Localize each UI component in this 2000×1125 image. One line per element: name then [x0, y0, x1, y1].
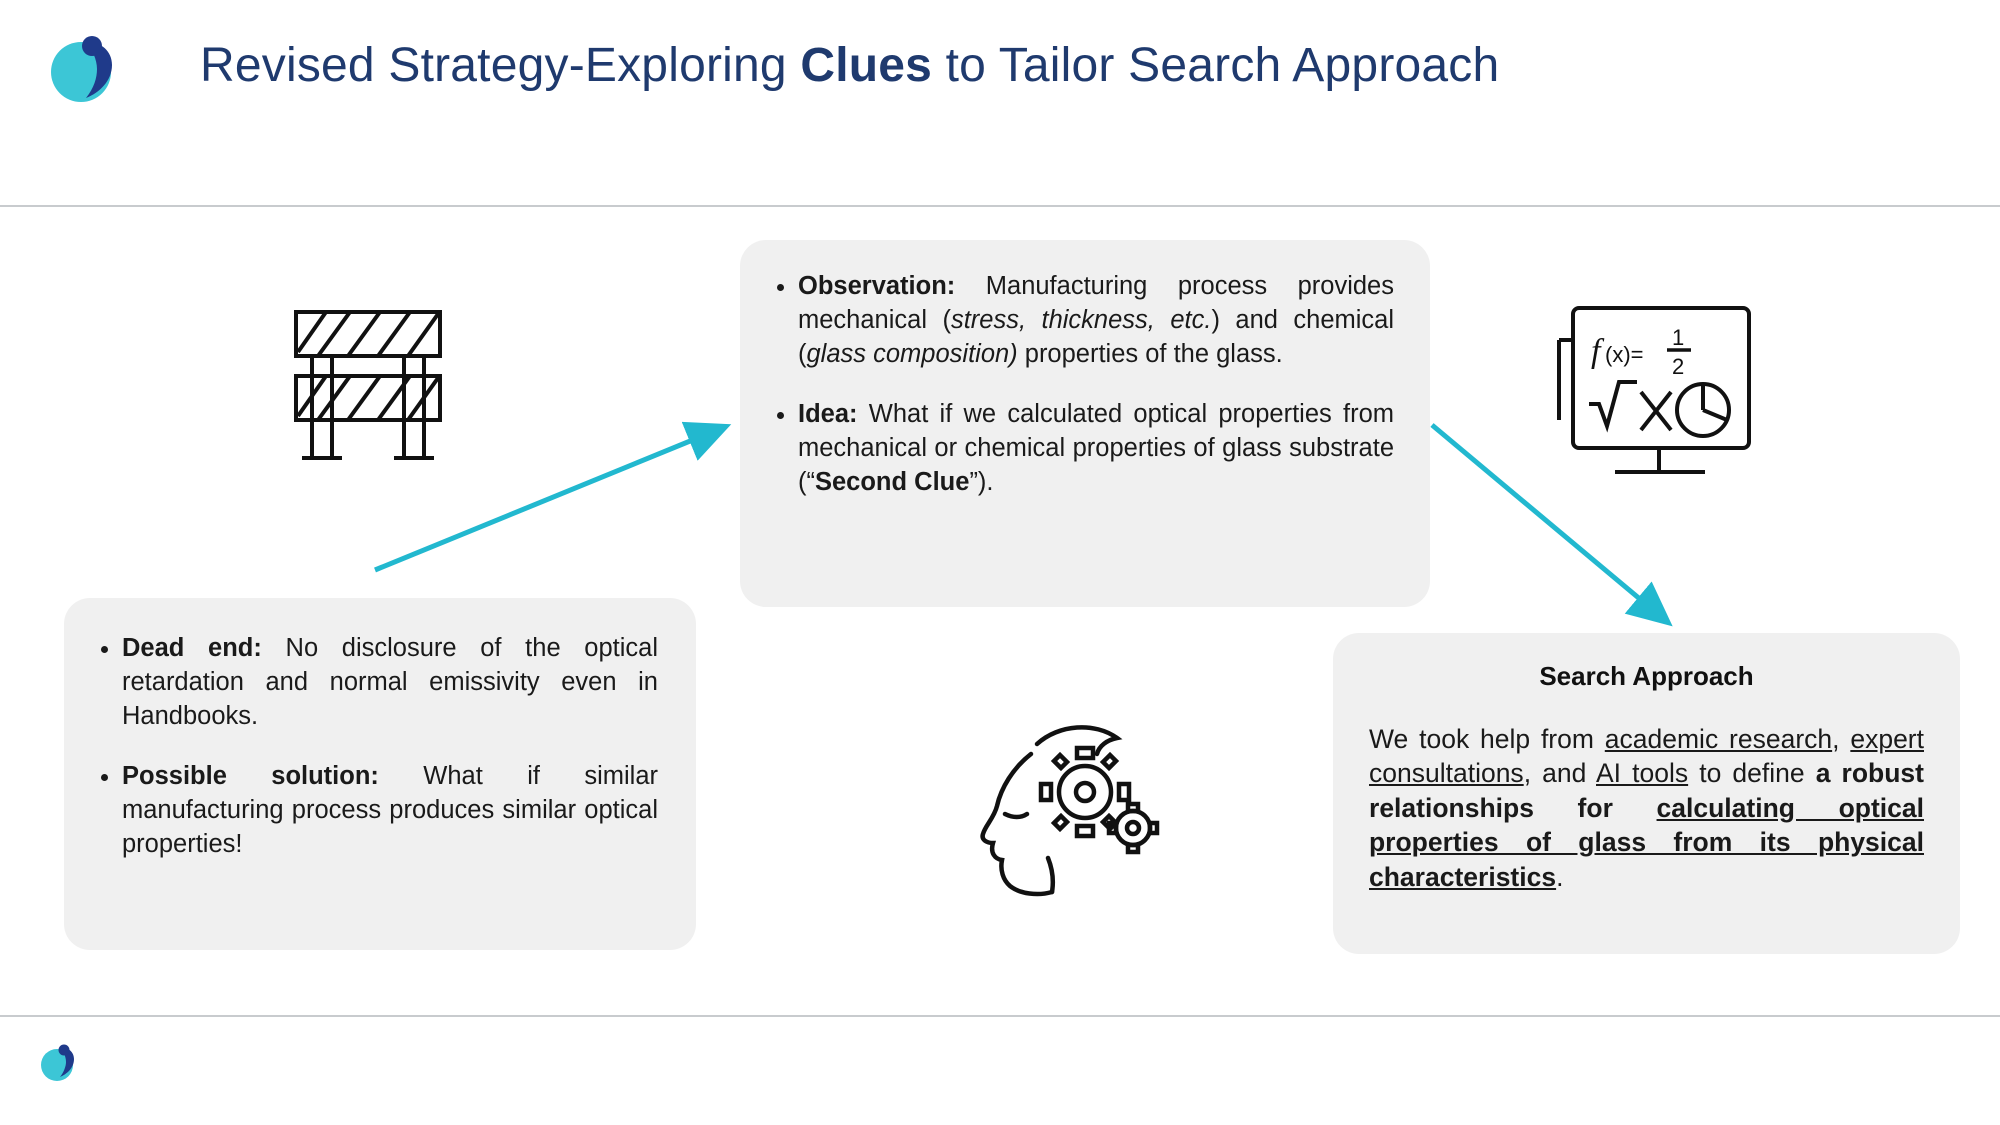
second-clue-bold: Second Clue — [814, 467, 970, 496]
svg-text:(x)=: (x)= — [1605, 342, 1644, 367]
page-title-part2: to Tailor Search Approach — [932, 39, 1500, 92]
link-ai-tools[interactable]: AI tools — [1596, 758, 1689, 789]
observation-list — [764, 270, 1394, 499]
search-approach-title: Search Approach — [1539, 661, 1754, 691]
dead-end-card — [64, 598, 696, 950]
dead-end-text: No disclosure of the optical retardation and normal emissivity even in Handbooks. — [122, 634, 658, 730]
list-item — [122, 760, 658, 862]
svg-text:f: f — [1591, 333, 1601, 370]
sa-body-5: . — [1556, 861, 1564, 892]
sa-body-1: We took help from — [1369, 724, 1605, 754]
sa-body-2: , — [1832, 724, 1851, 754]
road-barrier-icon — [288, 300, 448, 470]
search-approach-body — [1369, 722, 1924, 894]
sa-body-3: , and — [1523, 758, 1596, 789]
list-item — [122, 632, 658, 734]
observation-italic-2: glass composition) — [806, 339, 1018, 368]
head-gears-icon — [975, 718, 1175, 898]
company-logo — [48, 28, 126, 110]
svg-text:2: 2 — [1672, 354, 1685, 379]
page-title-part1: Revised Strategy-Exploring — [200, 39, 801, 92]
formula-board-icon — [1555, 300, 1765, 485]
sa-space — [1613, 793, 1657, 823]
observation-label: Observation: — [798, 272, 956, 300]
observation-text-3: properties of the glass. — [1017, 339, 1283, 368]
sa-bold-1: a robust relationships for — [1369, 758, 1924, 823]
dead-end-list — [88, 632, 658, 861]
link-academic-research[interactable]: academic research — [1604, 724, 1833, 754]
header-divider — [0, 205, 2000, 207]
sa-body-4: to define — [1688, 758, 1816, 789]
page-title-bold: Clues — [800, 39, 933, 92]
idea-text-1: What if we calculated optical properties from mechanical or chemical properties of glass substrate (“ — [798, 399, 1394, 496]
observation-idea-card — [740, 240, 1430, 607]
observation-italic-1: stress, thickness, etc. — [950, 305, 1212, 334]
sa-bold-underline-1: calculating optical properties of glass from its physical characteristics — [1369, 792, 1924, 892]
list-item — [798, 270, 1394, 372]
idea-label: Idea: — [798, 399, 858, 428]
observation-text-1: Manufacturing process provides mechanical ( — [798, 272, 1394, 334]
search-approach-card — [1333, 633, 1960, 954]
svg-text:1: 1 — [1672, 325, 1685, 350]
slide-header — [0, 0, 2000, 205]
page-title — [200, 38, 1499, 93]
possible-solution-text: What if similar manufacturing process produces similar optical properties! — [122, 761, 658, 858]
idea-text-2: ”). — [969, 467, 994, 496]
possible-solution-label: Possible solution: — [122, 761, 379, 790]
observation-text-2: ) and chemical ( — [798, 305, 1395, 368]
dead-end-label: Dead end: — [122, 634, 262, 662]
footer-logo — [40, 1040, 82, 1086]
link-expert-consultations[interactable]: expert consultations — [1369, 724, 1924, 789]
list-item — [798, 398, 1394, 500]
footer-divider — [0, 1015, 2000, 1017]
